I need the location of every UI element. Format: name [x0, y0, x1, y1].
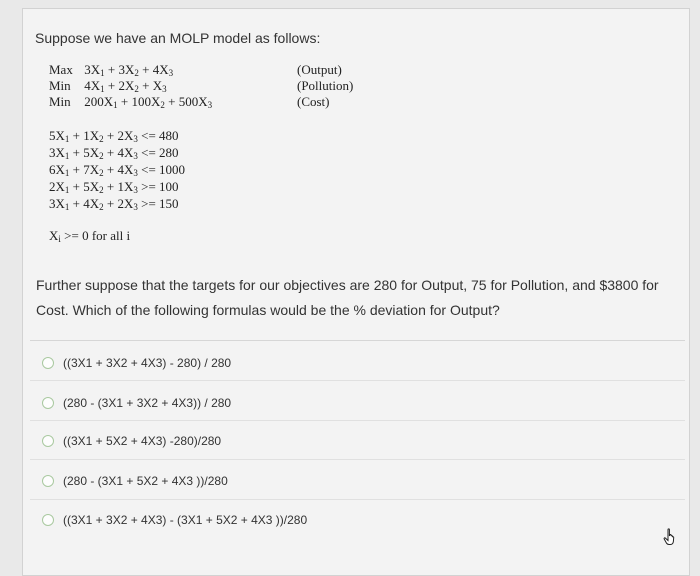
option-divider — [30, 499, 685, 500]
objective-sense: Max — [49, 62, 73, 77]
objective-cost: Min $200X_1 + 100X_2 + 500X_3$ — [49, 94, 213, 110]
objective-tag-output: (Output) — [297, 62, 342, 77]
answer-option-label: (280 - (3X1 + 5X2 + 4X3 ))/280 — [63, 474, 228, 488]
nonnegativity-constraint: $X_i >= 0$ for all i — [49, 228, 131, 244]
radio-button-icon[interactable] — [42, 475, 54, 487]
radio-button-icon[interactable] — [42, 514, 54, 526]
constraint-2: $3X_1 + 5X_2 + 4X_3 <= 280$ — [49, 145, 179, 161]
radio-button-icon[interactable] — [42, 435, 54, 447]
question-divider — [30, 340, 685, 341]
answer-option-4[interactable] — [42, 470, 228, 492]
constraint-1: $5X_1 + 1X_2 + 2X_3 <= 480$ — [49, 128, 179, 144]
answer-option-label: ((3X1 + 5X2 + 4X3) -280)/280 — [63, 434, 222, 448]
objective-sense: Min — [49, 78, 71, 93]
answer-option-1[interactable] — [42, 352, 231, 374]
answer-option-3[interactable] — [42, 430, 221, 452]
answer-option-label: ((3X1 + 3X2 + 4X3) - (3X1 + 5X2 + 4X3 ))/280 — [63, 513, 308, 527]
hand-pointer-icon — [663, 528, 679, 546]
constraint-3: $6X_1 + 7X_2 + 4X_3 <= 1000$ — [49, 162, 186, 178]
objective-sense: Min — [49, 94, 71, 109]
radio-button-icon[interactable] — [42, 357, 54, 369]
option-divider — [30, 459, 685, 460]
answer-option-2[interactable] — [42, 392, 231, 414]
problem-intro: Suppose we have an MOLP model as follows: — [35, 30, 321, 46]
objective-tag-cost: (Cost) — [297, 94, 330, 109]
answer-option-label: (280 - (3X1 + 3X2 + 4X3)) / 280 — [63, 396, 232, 410]
radio-button-icon[interactable] — [42, 397, 54, 409]
objective-tag-pollution: (Pollution) — [297, 78, 354, 93]
option-divider — [30, 420, 685, 421]
answer-option-5[interactable] — [42, 509, 307, 531]
constraint-4: $2X_1 + 5X_2 + 1X_3 >= 100$ — [49, 179, 179, 195]
answer-option-label: ((3X1 + 3X2 + 4X3) - 280) / 280 — [63, 356, 232, 370]
question-text: Further suppose that the targets for our objectives are 280 for Output, 75 for Pollution, and $3800 for Cost. Which of the following formulas would be the % deviation for Output? — [36, 277, 659, 318]
constraint-5: $3X_1 + 4X_2 + 2X_3 >= 150$ — [49, 196, 179, 212]
objective-pollution: Min $4X_1 + 2X_2 + X_3$ — [49, 78, 167, 94]
option-divider — [30, 380, 685, 381]
objective-output: Max $3X_1 + 3X_2 + 4X_3$ — [49, 62, 174, 78]
